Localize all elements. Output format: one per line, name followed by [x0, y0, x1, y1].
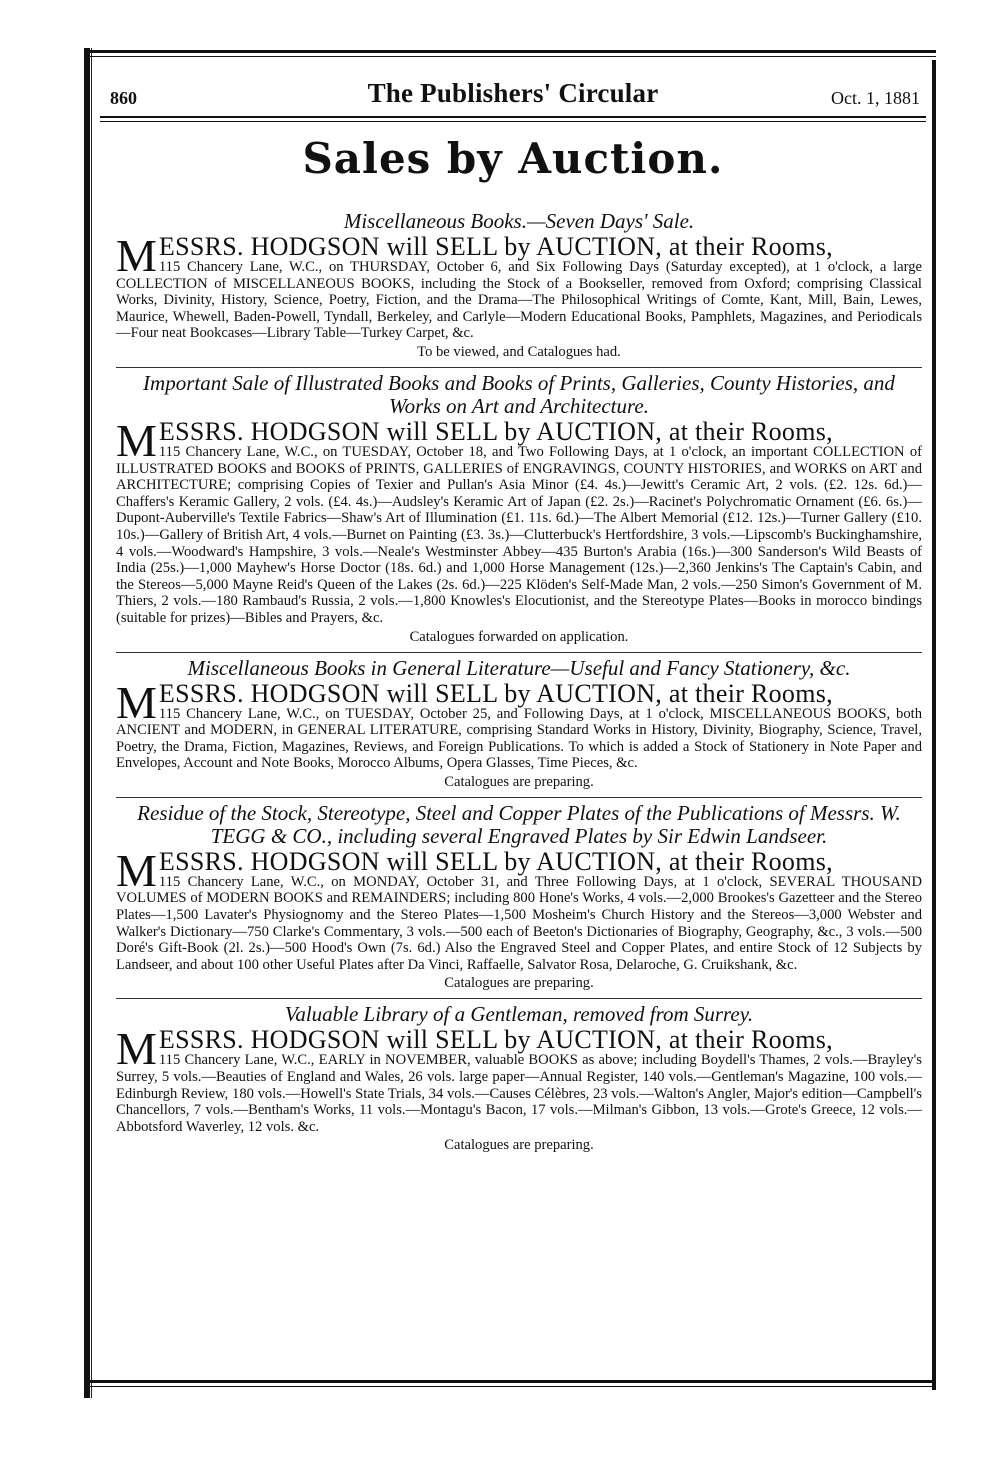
notice-closing: To be viewed, and Catalogues had.: [417, 343, 621, 360]
notice-body: 115 Chancery Lane, W.C., on TUESDAY, October 18, and Two Following Days, at 1 o'clock, an important COLLECTION of ILLUSTRATED BOOKS and BOOKS of PRINTS, GALLERIES of ENGRAVINGS, COUNTY HISTORIES, and WORKS on ART and ARCHITECTURE; comprising Copies of Texier and Pullan's Asia Minor (£4. 4s.)—Jewitt's Ceramic Art, 2 vols. (£2. 12s. 6d.)—Chaffers's Keramic Gallery, 2 vols. (£4. 4s.)—Audsley's Keramic Art of Japan (£2. 2s.)—Racinet's Polychromatic Ornament (£6. 6s.)—Dupont-Auberville's Textile Fabrics—Shaw's Art of Illumination (£1. 11s. 6d.)—The Albert Memorial (£12. 12s.)—Turner Gallery (£10. 10s.)—Gallery of British Art, 4 vols.—Burnet on Painting (£3. 3s.)—Clutterbuck's Hertfordshire, 3 vols.—Lipscomb's Buckinghamshire, 4 vols.—Woodward's Hampshire, 3 vols.—Neale's Westminster Abbey—435 Burton's Arabia (16s.)—300 Sanderson's Wild Beasts of India (25s.)—1,000 Mayhew's Horse Doctor (18s. 6d.) and 1,000 Horse Management (12s.)—2,360 Jenkins's The Captain's Cabin, and the Stereos—5,000 Mayne Reid's Queen of the Lakes (2s. 6d.)—225 Klöden's Self-Made Man, 2 vols.—250 Simon's Government of M. Thiers, 2 vols.—180 Rambaud's Russia, 2 vols.—1,800 Knowles's Elocutionist, and the Stereotype Plates—Books in morocco bindings (suitable for prizes)—Bibles and Prayers, &c.: [116, 443, 922, 626]
notice-lead: [116, 676, 922, 728]
journal-title: The Publishers' Circular: [367, 78, 659, 108]
page-title: Sales by Auction.: [302, 134, 724, 183]
notice-closing: Catalogues are preparing.: [444, 975, 594, 992]
notice-body: 115 Chancery Lane, W.C., on MONDAY, October 31, and Three Following Days, at 1 o'clock, SEVERAL THOUSAND VOLUMES of MODERN BOOKS and REMAINDERS; including 800 Hone's Works, 4 vols.—2,000 Brookes's Gazetteer and the Stereo Plates—1,500 Lavater's Physiognomy and the Stereo Plates—1,500 Mosheim's Church History and the Stereos—3,000 Webster and Walker's Dictionary—750 Clarke's Commentary, 3 vols.—500 each of Beeton's Dictionaries of Biography, Geography, &c., 3 vols.—500 Doré's Gift-Book (2l. 2s.)—500 Hood's Own (7s. 6d.) Also the Engraved Steel and Copper Plates, and entire Stock of 12 Subjects by Landseer, and about 100 other Useful Plates after Da Vinci, Raffaelle, Salvator Rosa, Delaroche, G. Cruikshank, &c.: [116, 873, 922, 973]
notice-heading: Important Sale of Illustrated Books and Books of Prints, Galleries, County Histories, and Works on Art and Architecture.: [143, 370, 895, 418]
drop-cap: M: [116, 230, 157, 281]
drop-cap: M: [116, 844, 157, 896]
header-rule-thin: [100, 121, 926, 122]
notice-lead: [116, 1023, 922, 1075]
page-border-left: [84, 48, 90, 1398]
auction-notice: [116, 372, 922, 653]
page-header: [100, 74, 926, 114]
page-number: 860: [110, 88, 137, 108]
lead-line: ESSRS. HODGSON will SELL by AUCTION, at their Rooms,: [158, 678, 833, 708]
page-border-right: [932, 60, 936, 1390]
notice-lead: [116, 230, 922, 281]
auction-notice: [116, 1003, 922, 1154]
drop-cap: M: [116, 1023, 157, 1075]
top-rule: [84, 50, 936, 53]
notice-closing: Catalogues are preparing.: [444, 773, 594, 790]
section-divider: [116, 367, 922, 368]
notice-heading: Miscellaneous Books in General Literature—Useful and Fancy Stationery, &c.: [187, 655, 851, 680]
auction-notice: [116, 210, 922, 368]
auction-notice: [116, 657, 922, 798]
section-divider: [116, 652, 922, 653]
notice-body: 115 Chancery Lane, W.C., on THURSDAY, October 6, and Six Following Days (Saturday excepted), at 1 o'clock, a large COLLECTION of MISCELLANEOUS BOOKS, including the Stock of a Bookseller, removed from Oxford; comprising Classical Works, Divinity, History, Science, Poetry, Fiction, and the Drama—The Philosophical Writings of Comte, Kant, Mill, Bain, Lewes, Maurice, Whewell, Baden-Powell, Tyndall, Berkeley, and Carlyle—Modern Educational Books, Pamphlets, Magazines, and Periodicals—Four neat Bookcases—Library Table—Turkey Carpet, &c.: [116, 259, 922, 342]
auction-listings: [116, 206, 922, 1160]
notice-closing: Catalogues forwarded on application.: [409, 628, 629, 645]
drop-cap: M: [116, 676, 157, 728]
issue-date: Oct. 1, 1881: [831, 88, 920, 108]
notice-heading: Valuable Library of a Gentleman, removed from Surrey.: [284, 1002, 754, 1027]
lead-line: ESSRS. HODGSON will SELL by AUCTION, at their Rooms,: [158, 232, 833, 261]
section-divider: [116, 797, 922, 798]
lead-line: ESSRS. HODGSON will SELL by AUCTION, at their Rooms,: [158, 846, 833, 876]
bottom-rule-thin: [84, 1386, 936, 1387]
notice-lead: [116, 414, 922, 466]
notice-body: 115 Chancery Lane, W.C., EARLY in NOVEMBER, valuable BOOKS as above; including Boydell's Thames, 2 vols.—Brayley's Surrey, 5 vols.—Beauties of England and Wales, 26 vols. large paper—Annual Register, 140 vols.—Gentleman's Magazine, 100 vols.—Edinburgh Review, 180 vols.—Howell's State Trials, 34 vols.—Causes Célèbres, 23 vols.—Walton's Angler, Major's edition—Campbell's Chancellors, 7 vols.—Bentham's Works, 11 vols.—Montagu's Bacon, 17 vols.—Milman's Gibbon, 13 vols.—Grote's Greece, 12 vols.—Abbotsford Waverley, 12 vols. &c.: [116, 1052, 922, 1135]
page-border-left-inner: [91, 48, 92, 1398]
notice-closing: Catalogues are preparing.: [444, 1137, 594, 1154]
header-rule: [100, 116, 926, 118]
notice-lead: [116, 844, 922, 896]
top-rule-thin: [84, 56, 936, 57]
auction-notice: [116, 802, 922, 1000]
notice-heading: Miscellaneous Books.—Seven Days' Sale.: [343, 209, 695, 233]
bottom-rule: [84, 1380, 936, 1383]
section-divider: [116, 998, 922, 999]
lead-line: ESSRS. HODGSON will SELL by AUCTION, at their Rooms,: [158, 1025, 833, 1055]
notice-heading: Residue of the Stock, Stereotype, Steel and Copper Plates of the Publications of Messrs. W. TEGG & CO., including several Engraved Plates by Sir Edwin Landseer.: [137, 800, 901, 848]
drop-cap: M: [116, 414, 157, 466]
notice-body: 115 Chancery Lane, W.C., on TUESDAY, October 25, and Following Days, at 1 o'clock, MISCELLANEOUS BOOKS, both ANCIENT and MODERN, in GENERAL LITERATURE, comprising Standard Works in History, Divinity, Biography, Science, Travel, Poetry, the Drama, Fiction, Magazines, Reviews, and Foreign Publications. To which is added a Stock of Stationery in Note Paper and Envelopes, Account and Note Books, Morocco Albums, Opera Glasses, Time Pieces, &c.: [116, 705, 922, 772]
lead-line: ESSRS. HODGSON will SELL by AUCTION, at their Rooms,: [158, 416, 833, 446]
